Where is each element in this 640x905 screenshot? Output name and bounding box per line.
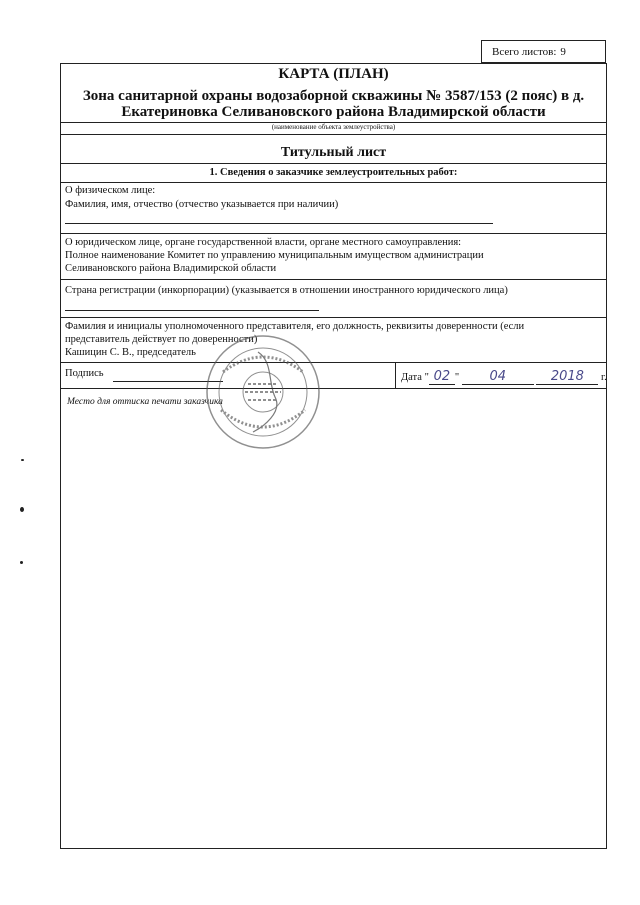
document-frame <box>60 63 607 849</box>
divider <box>61 317 606 318</box>
date-day: 02 <box>429 369 455 385</box>
legal-entity-name-cont: Селивановского района Владимирской области <box>65 263 277 274</box>
sheet-count-box <box>481 40 606 63</box>
document-title: КАРТА (ПЛАН) <box>278 66 389 82</box>
individual-label: О физическом лице: <box>65 185 156 196</box>
signature-label: Подпись <box>65 368 104 379</box>
official-seal <box>203 332 323 452</box>
divider <box>61 362 606 363</box>
sheet-count-label: Всего листов: <box>492 45 557 58</box>
document-subtitle: Зона санитарной охраны водозаборной скважины № 3587/153 (2 пояс) в д. Екатериновка Селивановского района Владимирской области <box>82 88 585 120</box>
date-label: Дата <box>401 372 422 383</box>
divider <box>61 134 606 135</box>
individual-name-label: Фамилия, имя, отчество (отчество указывается при наличии) <box>65 199 339 210</box>
divider <box>61 388 606 389</box>
date-separator <box>395 362 396 388</box>
scan-mark <box>20 507 24 512</box>
country-label: Страна регистрации (инкорпорации) (указывается в отношении иностранного юридического лица) <box>65 285 508 296</box>
scan-mark <box>20 561 23 564</box>
stamp-place-label: Место для оттиска печати заказчика <box>67 397 223 407</box>
representative-label: Фамилия и инициалы уполномоченного представителя, его должность, реквизиты доверенности (если <box>65 321 525 332</box>
sheet-count-value: 9 <box>560 45 566 58</box>
object-caption: (наименование объекта землеустройства) <box>271 123 396 131</box>
divider <box>61 163 606 164</box>
scan-mark <box>21 459 24 461</box>
legal-entity-name: Полное наименование Комитет по управлению муниципальным имуществом администрации <box>65 250 484 261</box>
representative-label-cont: представитель действует по доверенности) <box>65 334 258 345</box>
legal-entity-label: О юридическом лице, органе государственной власти, органе местного самоуправления: <box>65 237 462 248</box>
date-field: Дата " 02 " 04 2018 г. <box>401 369 607 384</box>
representative-value: Кашицин С. В., председатель <box>65 347 196 358</box>
title-sheet-heading: Титульный лист <box>280 145 387 160</box>
date-year: 2018 <box>536 369 598 385</box>
individual-name-line <box>65 223 493 224</box>
divider <box>61 279 606 280</box>
section-heading: 1. Сведения о заказчике землеустроительных работ: <box>209 167 458 178</box>
country-line <box>65 310 319 311</box>
divider <box>61 233 606 234</box>
date-year-suffix: г. <box>601 372 607 383</box>
divider <box>61 182 606 183</box>
date-month: 04 <box>462 369 534 385</box>
